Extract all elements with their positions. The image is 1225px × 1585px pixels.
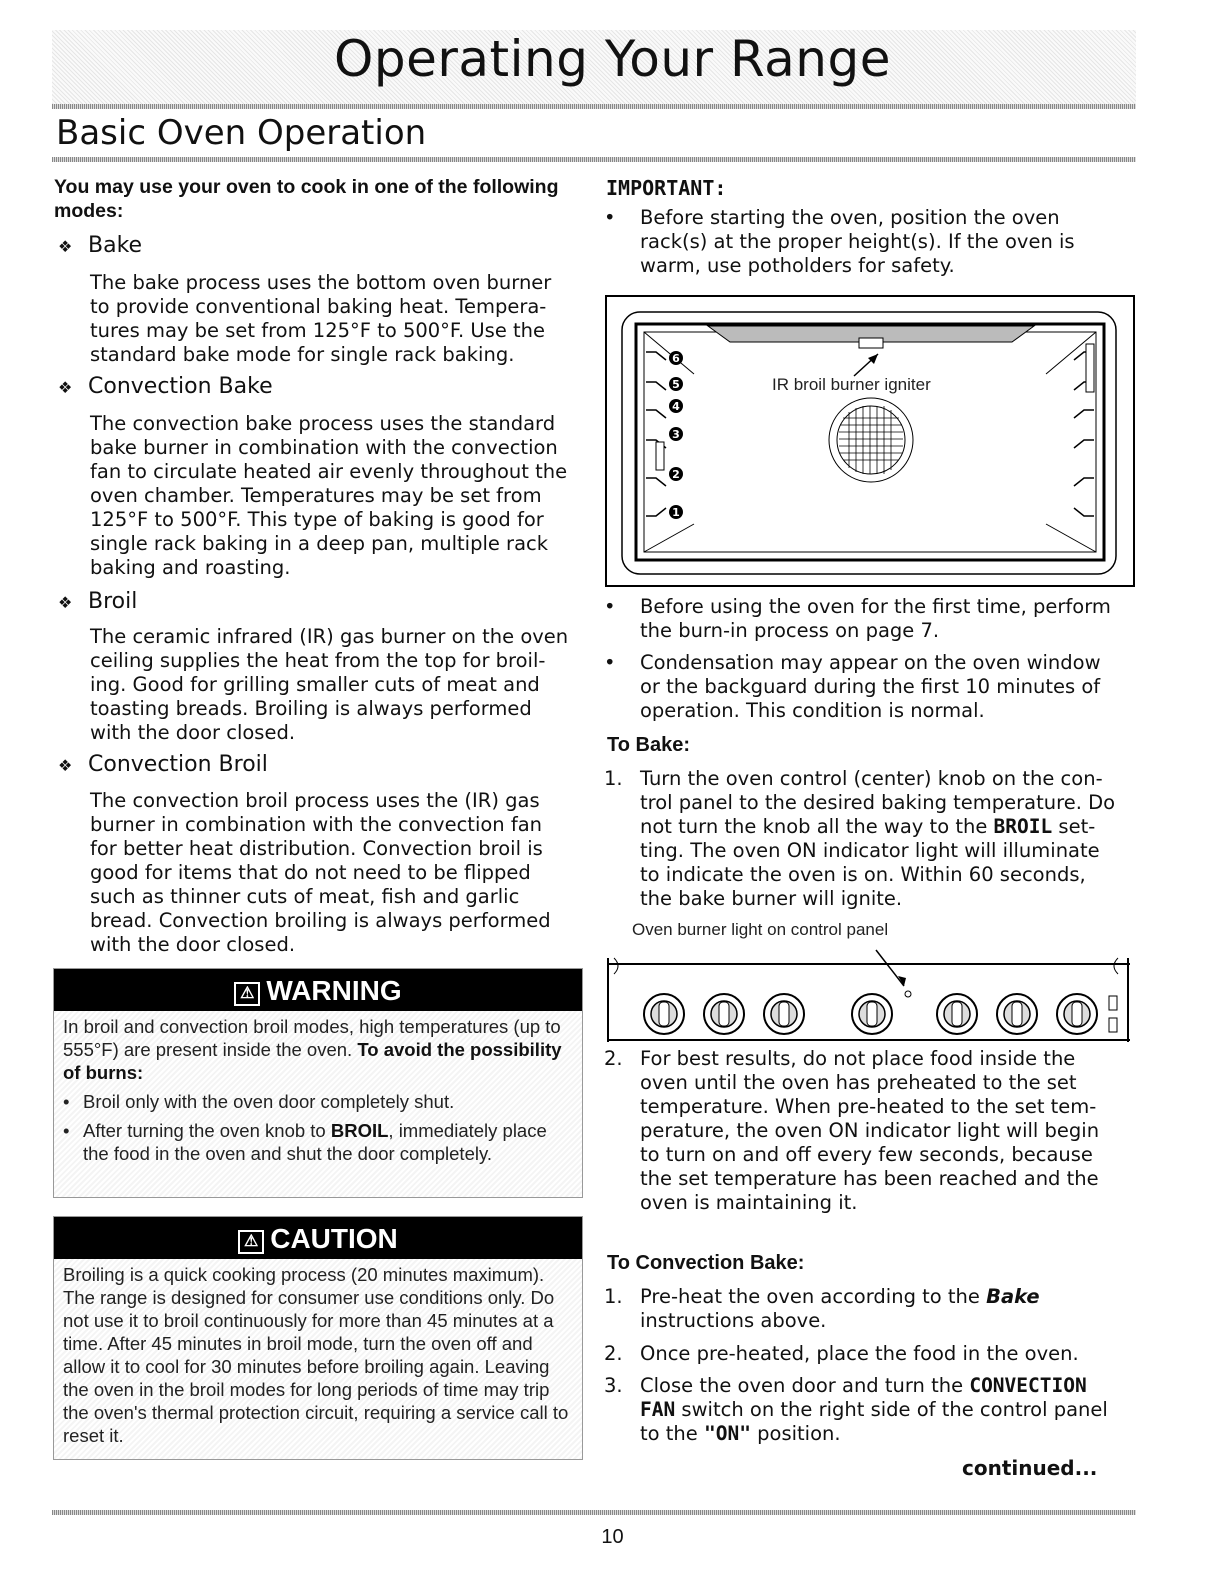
section-title: Basic Oven Operation <box>56 113 427 153</box>
title-divider <box>52 104 1136 109</box>
mode-text-broil: The ceramic infrared (IR) gas burner on the oven ceiling supplies the heat from the top for broil- ing. Good for grilling smaller cuts of meat and toasting breads. Broiling is always performed with the door closed. <box>90 625 569 744</box>
warning-header: ⚠ WARNING <box>54 969 582 1011</box>
burn-in-bullet: • Before using the oven for the first time, perform the burn-in process on page 7. <box>604 595 1111 642</box>
diamond-bullet-icon: ❖ <box>58 756 73 775</box>
rack-number-6: 6 <box>672 352 680 365</box>
modes-intro: You may use your oven to cook in one of the following modes: <box>54 176 559 222</box>
footer-divider <box>52 1510 1136 1515</box>
oven-rack-diagram <box>604 294 1136 590</box>
mode-text-bake: The bake process uses the bottom oven burner to provide conventional baking heat. Tempera- tures may be set from 125°F to 500°F. Use the standard bake mode for single rack baking. <box>90 271 552 366</box>
rack-number-2: 2 <box>672 468 680 481</box>
to-convection-bake-heading: To Convection Bake: <box>607 1252 805 1274</box>
condensation-bullet: • Condensation may appear on the oven window or the backguard during the first 10 minutes of operation. This condition is normal. <box>604 651 1101 722</box>
page-number: 10 <box>601 1526 624 1548</box>
diamond-bullet-icon: ❖ <box>58 378 73 397</box>
rack-number-1: 1 <box>672 506 680 519</box>
igniter-label: IR broil burner igniter <box>772 375 931 394</box>
control-panel-diagram <box>604 944 1136 1048</box>
continued-label: continued... <box>962 1456 1098 1480</box>
page-title: Operating Your Range <box>334 30 891 88</box>
caution-header: ⚠ CAUTION <box>54 1217 582 1259</box>
important-label: IMPORTANT: <box>606 176 727 200</box>
warning-triangle-icon: ⚠ <box>234 982 260 1006</box>
mode-heading-bake: ❖ Bake <box>58 233 143 258</box>
mode-heading-broil: ❖ Broil <box>58 589 138 614</box>
mode-heading-convection-bake: ❖ Convection Bake <box>58 374 273 399</box>
to-bake-heading: To Bake: <box>607 734 690 756</box>
warning-box <box>53 968 583 1198</box>
panel-caption: Oven burner light on control panel <box>632 920 889 939</box>
warning-bullet: • Broil only with the oven door completely shut. <box>63 1091 455 1112</box>
mode-text-convection-broil: The convection broil process uses the (IR) gas burner in combination with the convection fan for better heat distribution. Convection broil is good for items that do not need to be flipped such as thinner cuts of meat, fish and garlic bread. Convection broiling is always performed with the door closed. <box>90 789 551 956</box>
rack-number-4: 4 <box>672 400 680 413</box>
diamond-bullet-icon: ❖ <box>58 593 73 612</box>
section-divider <box>52 157 1136 162</box>
mode-text-convection-bake: The convection bake process uses the standard bake burner in combination with the convection fan to circulate heated air evenly throughout the oven chamber. Temperatures may be set from 125°F to 500°F. This type of baking is good for single rack baking in a deep pan, multiple rack baking and roasting. <box>90 412 568 579</box>
important-bullet: • Before starting the oven, position the oven rack(s) at the proper height(s). If the oven is warm, use potholders for safety. <box>604 206 1075 277</box>
convection-step-1: 1. Pre-heat the oven according to the Bake instructions above. <box>604 1285 1040 1332</box>
warning-triangle-icon: ⚠ <box>238 1230 264 1254</box>
caution-box <box>53 1216 583 1460</box>
caution-text: Broiling is a quick cooking process (20 minutes maximum). The range is designed for consumer use conditions only. Do not use it to broil continuously for more than 45 minutes at a time. After 45 minutes in broil mode, turn the oven off and allow it to cool for 30 minutes before broiling again. Leaving the oven in the broil modes for long periods of time may trip the oven's thermal protection circuit, requiring a service call to reset it. <box>63 1264 569 1446</box>
warning-bullet: • After turning the oven knob to BROIL, immediately place the food in the oven and shut the door completely. <box>63 1120 547 1164</box>
rack-number-5: 5 <box>672 378 680 391</box>
convection-step-2: 2. Once pre-heated, place the food in the oven. <box>604 1342 1079 1365</box>
bake-step-1: 1. Turn the oven control (center) knob on the con- trol panel to the desired baking temperature. Do not turn the knob all the way to the BROIL set- ting. The oven ON indicator light will illuminate to indicate the oven is on. Within 60 seconds, the bake burner will ignite. <box>604 767 1116 910</box>
bake-step-2: 2. For best results, do not place food inside the oven until the oven has preheated to the set temperature. When pre-heated to the set tem- perature, the oven ON indicator light will begin to turn on and off every few seconds, because the set temperature has been reached and the oven is maintaining it. <box>604 1047 1100 1214</box>
warning-text: In broil and convection broil modes, high temperatures (up to 555°F) are present inside the oven. To avoid the possibility of burns: <box>63 1016 562 1083</box>
diamond-bullet-icon: ❖ <box>58 237 73 256</box>
mode-heading-convection-broil: ❖ Convection Broil <box>58 752 268 777</box>
rack-number-3: 3 <box>672 428 680 441</box>
convection-step-3: 3. Close the oven door and turn the CONVECTION FAN switch on the right side of the control panel to the "ON" position. <box>604 1374 1108 1445</box>
